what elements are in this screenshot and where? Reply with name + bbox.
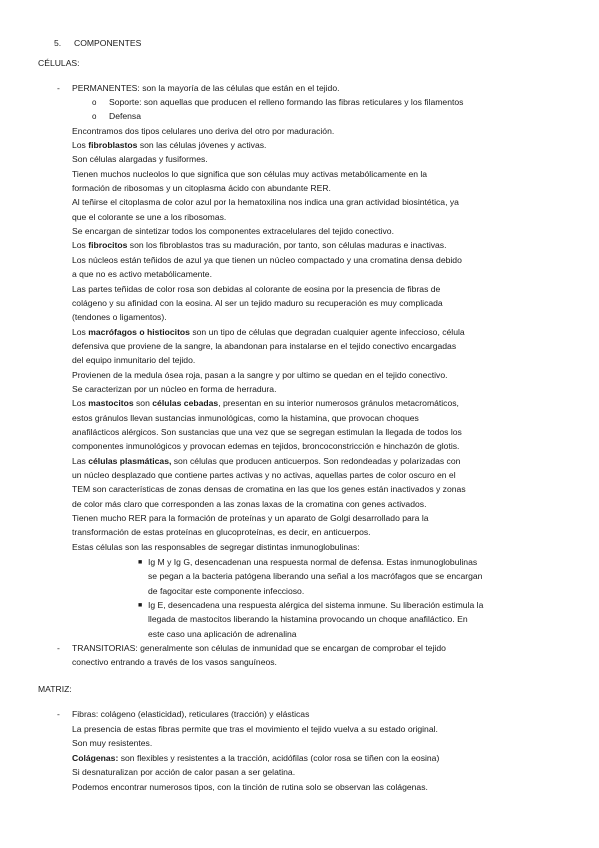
dash-bullet: - [57, 709, 60, 719]
paragraph-line: anafilácticos alérgicos. Son sustancias que una vez que se segregan estimulan la llegada de todos los [72, 427, 462, 437]
paragraph-line: TEM son características de zonas densas de cromatina en las que los genes están inactivados y zonas [72, 484, 466, 494]
circle-bullet: o [92, 98, 97, 107]
paragraph-line: Provienen de la medula ósea roja, pasan a la sangre y por ultimo se quedan en el tejido conectivo. [72, 370, 448, 380]
paragraph-line: Tienen muchos nucleolos lo que significa que son células muy activas metabólicamente en la [72, 169, 428, 179]
paragraph-line: Se caracterizan por un núcleo en forma de herradura. [72, 384, 277, 394]
celulas-cebadas-term: células cebadas [152, 398, 219, 408]
paragraph-line: Se encargan de sintetizar todos los componentes extracelulares del tejido conectivo. [72, 226, 394, 236]
paragraph-line: Podemos encontrar numerosos tipos, con la tinción de rutina solo se observan las colágenas. [72, 782, 428, 792]
square-bullet: ■ [138, 559, 143, 566]
square-bullet: ■ [138, 602, 143, 609]
paragraph-line: que el colorante se une a los ribosomas. [72, 212, 227, 222]
defensa-subitem: Defensa [109, 111, 142, 121]
paragraph-line: Son muy resistentes. [72, 738, 153, 748]
ige-item: Ig E, desencadena una respuesta alérgica del sistema inmune. Su liberación estimula la [148, 600, 484, 610]
paragraph-line: (tendones o ligamentos). [72, 312, 167, 322]
colagenas-term: Colágenas: [72, 753, 119, 763]
mastocitos-line: Los mastocitos son células cebadas, presentan en su interior numerosos gránulos metacromáticos, [72, 398, 459, 408]
paragraph-line: Tienen mucho RER para la formación de proteínas y un aparato de Golgi desarrollado para la [72, 513, 429, 523]
paragraph-line: llegada de mastocitos liberando la histamina provocando un choque anafiláctico. En [148, 614, 468, 624]
paragraph-line: estos gránulos llevan sustancias inmunológicas, como la histamina, que provocan choques [72, 413, 419, 423]
section-heading [54, 38, 141, 50]
paragraph-line: Estas células son las responsables de segregar distintas inmunoglobulinas: [72, 542, 360, 552]
colagenas-line: Colágenas: son flexibles y resistentes a la tracción, acidófilas (color rosa se tiñen con la eosina) [72, 753, 440, 763]
celulas-plasmaticas-term: células plasmáticas, [88, 456, 172, 466]
paragraph-line: Las partes teñidas de color rosa son debidas al colorante de eosina por la presencia de fibras de [72, 284, 441, 294]
paragraph-line: componentes inmunológicos y provocan edemas en tejidos, broncoconstricción e hinchazón de glotis. [72, 441, 460, 451]
paragraph-line: conectivo entrando a través de los vasos sanguíneos. [72, 657, 277, 667]
fibrocitos-term: fibrocitos [88, 240, 128, 250]
paragraph-line: transformación de estas proteínas en glucoproteínas, es decir, en anticuerpos. [72, 527, 371, 537]
paragraph-line: La presencia de estas fibras permite que tras el movimiento el tejido vuelva a su estado original. [72, 724, 438, 734]
fibras-item: Fibras: colágeno (elasticidad), reticulares (tracción) y elásticas [72, 709, 310, 719]
paragraph-line: Los núcleos están teñidos de azul ya que tienen un núcleo compactado y una cromatina densa debido [72, 255, 462, 265]
paragraph-line: un núcleo desplazado que contiene partes activas y no activas, aquellas partes de color oscuro en el [72, 470, 456, 480]
soporte-subitem: Soporte: son aquellas que producen el relleno formando las fibras reticulares y los filamentos [109, 97, 464, 107]
paragraph-line: de color más claro que corresponden a las zonas laxas de la cromatina con genes activados. [72, 499, 427, 509]
paragraph-line: del equipo inmunitario del tejido. [72, 355, 196, 365]
celulas-section-title: CÉLULAS: [38, 58, 80, 68]
paragraph-line: se pegan a la bacteria patógena liberando una señal a los macrófagos que se encargan [148, 571, 483, 581]
paragraph-line: de fagocitar este componente infeccioso. [148, 586, 305, 596]
paragraph-line: Si desnaturalizan por acción de calor pasan a ser gelatina. [72, 767, 296, 777]
igm-igg-item: Ig M y Ig G, desencadenan una respuesta normal de defensa. Estas inmunoglobulinas [148, 557, 478, 567]
macrofagos-term: macrófagos o histiocitos [88, 327, 190, 337]
mastocitos-term: mastocitos [88, 398, 134, 408]
matriz-section-title: MATRIZ: [38, 684, 72, 694]
heading-number: 5. [54, 38, 62, 48]
heading-title: COMPONENTES [74, 38, 142, 48]
fibrocitos-line: Los fibrocitos son los fibroblastos tras su maduración, por tanto, son células maduras e inactivas. [72, 240, 447, 250]
paragraph-line: a que no es activo metabólicamente. [72, 269, 212, 279]
paragraph-line: formación de ribosomas y un citoplasma ácido con abundante RER. [72, 183, 331, 193]
circle-bullet: o [92, 112, 97, 121]
paragraph-line: colágeno y su afinidad con la eosina. Al ser un tejido maduro su recuperación es muy complicada [72, 298, 443, 308]
macrofagos-line: Los macrófagos o histiocitos son un tipo de células que degradan cualquier agente infeccioso, célula [72, 327, 465, 337]
paragraph-line: Son células alargadas y fusiformes. [72, 154, 208, 164]
fibroblastos-term: fibroblastos [88, 140, 138, 150]
plasmaticas-line: Las células plasmáticas, son células que producen anticuerpos. Son redondeadas y polarizadas con [72, 456, 461, 466]
permanentes-item: PERMANENTES: son la mayoría de las células que están en el tejido. [72, 83, 340, 93]
paragraph-line: Encontramos dos tipos celulares uno deriva del otro por maduración. [72, 126, 335, 136]
fibroblastos-line: Los fibroblastos son las células jóvenes y activas. [72, 140, 267, 150]
paragraph-line: Al teñirse el citoplasma de color azul por la hematoxilina nos indica una gran actividad biosintética, ya [72, 197, 459, 207]
dash-bullet: - [57, 643, 60, 653]
paragraph-line: este caso una aplicación de adrenalina [148, 629, 297, 639]
paragraph-line: defensiva que proviene de la sangre, la abandonan para instalarse en el tejido conectivo encargadas [72, 341, 457, 351]
transitorias-item: TRANSITORIAS: generalmente son células de inmunidad que se encargan de comprobar el tejido [72, 643, 446, 653]
dash-bullet: - [57, 83, 60, 93]
